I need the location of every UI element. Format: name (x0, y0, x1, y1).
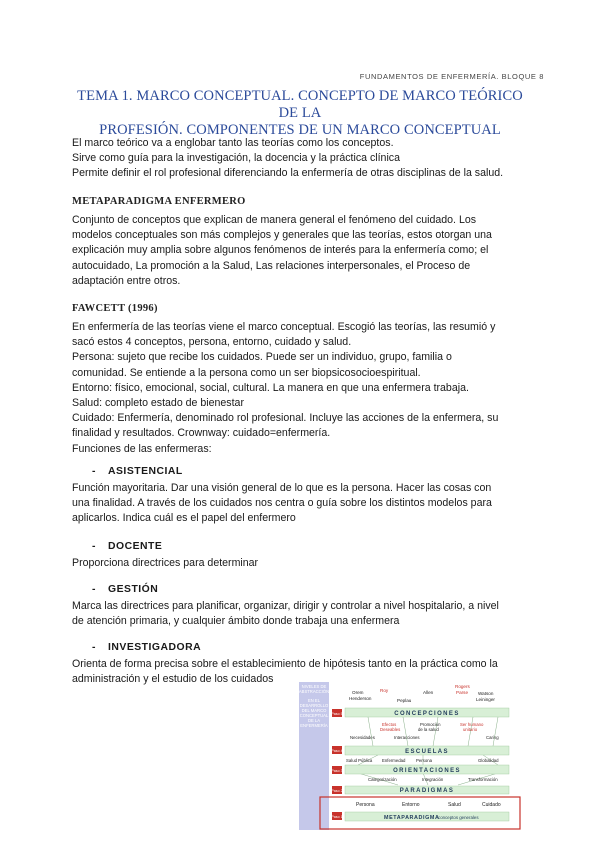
side-label-line: NIVELES DE (301, 684, 327, 689)
orientation-labels (346, 758, 499, 763)
concept-labels (356, 802, 501, 808)
orientation-label: Persona (416, 758, 433, 763)
function-gestion-heading (92, 584, 158, 595)
author-label: Watson (478, 691, 494, 696)
paragraph-line: autocuidado, La promoción a la Salud, Las relaciones interpersonales, el Proceso de (72, 259, 471, 272)
school-label: Caring (486, 735, 499, 740)
paragraph-line: Proporciona directrices para determinar (72, 557, 259, 569)
function-title: DOCENTE (108, 541, 163, 552)
side-label-line: EN EL (307, 698, 321, 703)
concept-label: Persona (356, 802, 375, 808)
concept-label: Entorno (402, 802, 420, 808)
metaparadigma-heading: METAPARADIGMA ENFERMERO (72, 196, 246, 207)
orientation-label: Enfermedad (382, 758, 406, 763)
intro-line: Permite definir el rol profesional diferenciando la enfermería de otras disciplinas de la salud. (72, 167, 504, 180)
intro-paragraph (72, 136, 532, 182)
paragraph-line: Función mayoritaria. Dar una visión general de lo que es la persona. Hacer las cosas con (72, 482, 492, 494)
paragraph-line: una finalidad. A través de los cuidados nos centra o guía sobre los distintos modelos para (72, 497, 492, 510)
school-labels (350, 722, 499, 740)
side-label-line: DEL MARCO (301, 708, 327, 713)
function-title: GESTIÓN (108, 584, 159, 595)
school-label: Interacciones (394, 735, 420, 740)
paragraph-line: explicación muy amplia sobre algunos fenómenos de interés para la enfermería como; el (72, 244, 489, 257)
paragraph-line: sacó estos 4 conceptos, persona, entorno, cuidado y salud. (72, 336, 352, 349)
orientation-label: Globalidad (478, 758, 499, 763)
paragraph-line: administración y el estudio de los cuidados (72, 673, 274, 686)
step-tag-label: Paso 3 (331, 769, 343, 773)
paragraph-line: modelos conceptuales son más complejos y generales que las teorías, estos otorgan una (72, 229, 492, 242)
title-line-2: PROFESIÓN. COMPONENTES DE UN MARCO CONCEPTUAL (99, 122, 501, 138)
author-label: Rogers (455, 684, 470, 689)
fawcett-heading: FAWCETT (1996) (72, 303, 158, 314)
intro-line: El marco teórico va a englobar tanto las teorías como los conceptos. (72, 137, 394, 149)
concept-label: Cuidado (482, 802, 501, 808)
title-line-1: TEMA 1. MARCO CONCEPTUAL. CONCEPTO DE MARCO TEÓRICO DE LA (77, 88, 523, 121)
function-title: ASISTENCIAL (108, 466, 183, 477)
paragraph-line: de atención primaria, y cualquier ámbito donde trabaja una enfermera (72, 615, 400, 628)
paragraph-line: Persona: sujeto que recibe los cuidados. Puede ser un individuo, grupo, familia o (72, 351, 452, 364)
function-asistencial-heading (92, 466, 183, 477)
author-label: Roy (380, 688, 389, 693)
function-investigadora-heading (92, 642, 201, 653)
authors-row (349, 684, 495, 703)
paragraph-line: Salud: completo estado de bienestar (72, 397, 244, 410)
concept-label: Salud (448, 802, 461, 808)
paragraph-line: adaptación entre otros. (72, 274, 181, 287)
school-label: Ser humano (460, 722, 484, 727)
paradigm-label: Transformación (468, 777, 498, 782)
author-label: Leininger (476, 697, 495, 702)
subject-header: FUNDAMENTOS DE ENFERMERÍA. BLOQUE 8 (359, 72, 544, 81)
step-tag-label: Paso 2 (331, 789, 343, 793)
paragraph-line: Marca las directrices para planificar, organizar, dirigir y controlar a nivel hospitalario, a nivel (72, 600, 499, 612)
paragraph-line: comunidad. Se entiende a la persona como un ser biopsicosocioespiritual. (72, 366, 421, 379)
orientation-label: Salud Pública (346, 758, 373, 763)
function-asistencial-text (72, 481, 532, 527)
side-label-line: DE LA (307, 718, 321, 723)
side-label-line: ABSTRACCIÓN (298, 689, 330, 694)
function-gestion-text (72, 599, 532, 629)
author-label: Peplau (397, 698, 412, 703)
author-label: Parse (456, 690, 469, 695)
paradigm-labels (368, 777, 498, 782)
paradigm-label: Integración (422, 777, 444, 782)
side-label-line: CONCEPTUAL (299, 713, 329, 718)
bullet-dash: - (92, 642, 96, 653)
paragraph-line: Cuidado: Enfermería, denominado rol profesional. Incluye las acciones de la enfermera, su (72, 412, 499, 425)
paragraph-line: aplicarlos. Indica cuál es el papel del enfermero (72, 512, 296, 525)
step-tag-label: Paso 5 (331, 712, 343, 716)
school-label: Efectos (382, 722, 397, 727)
bullet-dash: - (92, 541, 96, 552)
author-label: Henderson (349, 696, 372, 701)
school-label: Deseables (380, 727, 401, 732)
function-title: INVESTIGADORA (108, 642, 202, 653)
bullet-dash: - (92, 466, 96, 477)
author-label: Orem (352, 690, 364, 695)
step-label: METAPARADIGMA (384, 815, 440, 821)
paragraph-line: Funciones de las enfermeras: (72, 442, 212, 455)
diagram-svg (298, 680, 524, 832)
step-label: CONCEPCIONES (394, 711, 460, 717)
page-title (70, 88, 530, 139)
paradigm-label: Categorización (368, 777, 397, 782)
function-docente-heading (92, 541, 162, 552)
side-label-line: DESARROLLO (299, 703, 329, 708)
function-docente-text (72, 556, 532, 571)
fawcett-paragraph (72, 320, 532, 457)
paragraph-line: Entorno: físico, emocional, social, cultural. La manera en que una enfermera trabaja. (72, 381, 469, 394)
bullet-dash: - (92, 584, 96, 595)
side-label-line: ENFERMERÍA (300, 723, 328, 728)
step-sublabel: conceptos generales (438, 815, 479, 820)
paragraph-line: Conjunto de conceptos que explican de manera general el fenómeno del cuidado. Los (72, 214, 477, 226)
paragraph-line: En enfermería de las teorías viene el marco conceptual. Escogió las teorías, las resumió y (72, 321, 496, 333)
marco-conceptual-diagram (298, 680, 524, 832)
school-label: Necesidades (350, 735, 375, 740)
metaparadigma-paragraph (72, 213, 532, 289)
step-label: PARADIGMAS (399, 788, 455, 794)
school-label: de la salud (418, 727, 439, 732)
step-label: ORIENTACIONES (393, 768, 461, 774)
paragraph-line: finalidad y resultados. Crownway: cuidado=enfermería. (72, 427, 331, 440)
intro-line: Sirve como guía para la investigación, la docencia y la práctica clínica (72, 152, 400, 165)
step-tag-label: Paso 4 (331, 749, 343, 753)
step-tag-label: Paso 1 (331, 815, 343, 819)
step-label: ESCUELAS (405, 749, 449, 755)
author-label: Allen (423, 690, 434, 695)
paragraph-line: Orienta de forma precisa sobre el establecimiento de hipótesis tanto en la práctica como la (72, 658, 498, 670)
school-label: Promoción (420, 722, 441, 727)
school-label: unitario (463, 727, 478, 732)
